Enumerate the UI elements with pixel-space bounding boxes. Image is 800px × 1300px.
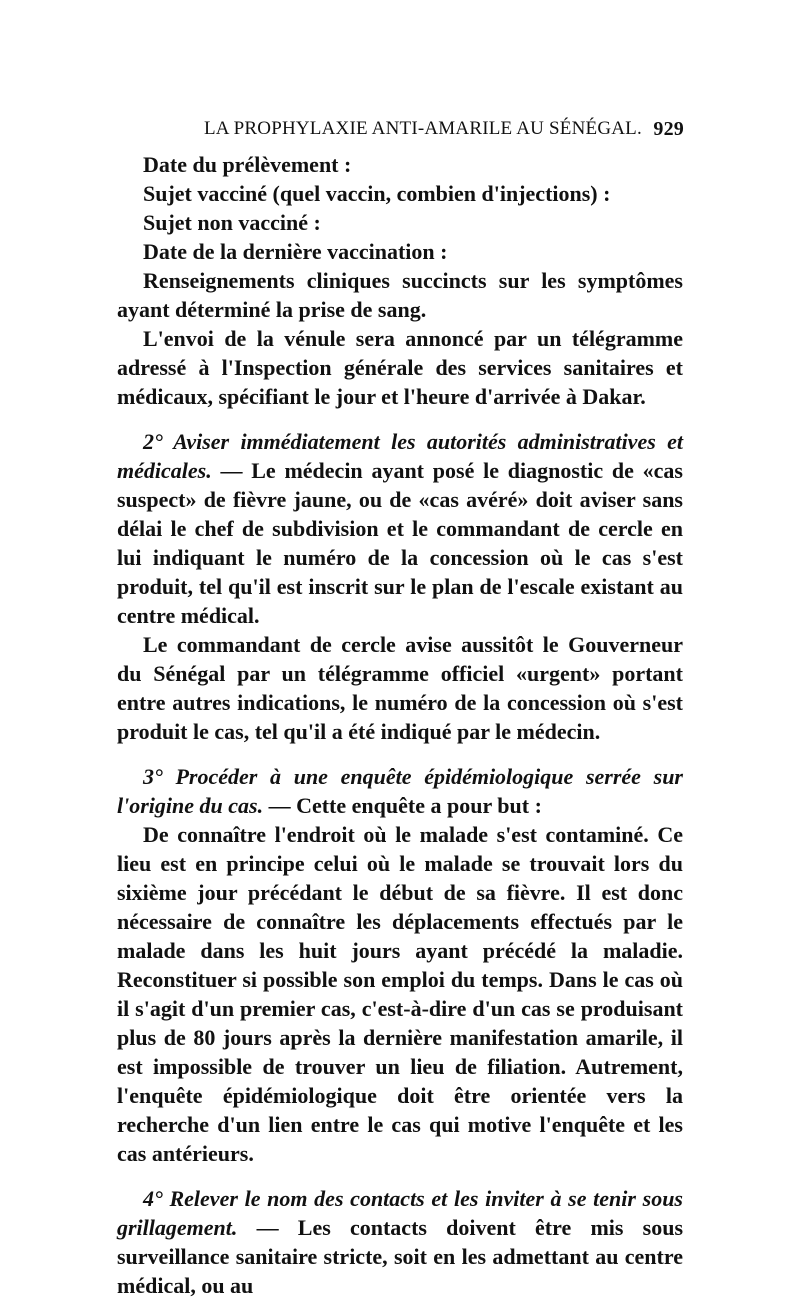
- section-4-heading: 4° Relever le nom des contacts et les inviter à se tenir sous grillagement.: [117, 1186, 683, 1240]
- body-text: [117, 150, 683, 1300]
- section-2-paragraph: [117, 427, 683, 630]
- form-line-clinical: Renseignements cliniques succincts sur les symptômes ayant déterminé la prise de sang.: [117, 268, 683, 322]
- section-2-paragraph-2: Le commandant de cercle avise aussitôt le Gouverneur du Sénégal par un télégramme officiel «urgent» portant entre autres indications, le numéro de la concession où s'est produit le cas, tel qu'il a été indiqué par le médecin.: [117, 632, 683, 744]
- section-4-paragraph: [117, 1184, 683, 1300]
- section-2-heading: 2° Aviser immédiatement les autorités administratives et médicales.: [117, 429, 683, 483]
- form-line-date: Date du prélèvement :: [143, 152, 352, 177]
- form-line-vaccinated: Sujet vacciné (quel vaccin, combien d'injections) :: [143, 181, 611, 206]
- form-line-not-vaccinated: Sujet non vacciné :: [143, 210, 321, 235]
- running-header: [204, 118, 684, 144]
- page-number: 929: [653, 118, 684, 140]
- section-3-heading: 3° Procéder à une enquête épidémiologique serrée sur l'origine du cas.: [117, 764, 683, 818]
- section-3-text: — Cette enquête a pour but :: [263, 793, 542, 818]
- running-title: LA PROPHYLAXIE ANTI-AMARILE AU SÉNÉGAL.: [204, 118, 642, 139]
- section-3-paragraph-2: De connaître l'endroit où le malade s'est contaminé. Ce lieu est en principe celui où le malade se trouvait lors du sixième jour précédant le début de sa fièvre. Il est donc nécessaire de connaître les déplacements effectués par le malade dans les huit jours ayant précédé la maladie. Reconstituer si possible son emploi du temps. Dans le cas où il s'agit d'un premier cas, c'est-à-dire d'un cas se produisant plus de 80 jours après la dernière manifestation amarile, il est impossible de trouver un lieu de filiation. Autrement, l'enquête épidémiologique doit être orientée vers la recherche d'un lien entre le cas qui motive l'enquête et les cas antérieurs.: [117, 822, 683, 1166]
- paragraph-shipping: L'envoi de la vénule sera annoncé par un télégramme adressé à l'Inspection générale des services sanitaires et médicaux, spécifiant le jour et l'heure d'arrivée à Dakar.: [117, 326, 683, 409]
- section-3-paragraph: [117, 762, 683, 820]
- section-4-text: — Les contacts doivent être mis sous surveillance sanitaire stricte, soit en les admettant au centre médical, ou au: [117, 1215, 683, 1298]
- section-2-text: — Le médecin ayant posé le diagnostic de «cas suspect» de fièvre jaune, ou de «cas avéré» doit aviser sans délai le chef de subdivision et le commandant de cercle en lui indiquant le numéro de la concession où le cas s'est produit, tel qu'il est inscrit sur le plan de l'escale existant au centre médical.: [117, 458, 683, 628]
- form-line-last-vaccination: Date de la dernière vaccination :: [143, 239, 448, 264]
